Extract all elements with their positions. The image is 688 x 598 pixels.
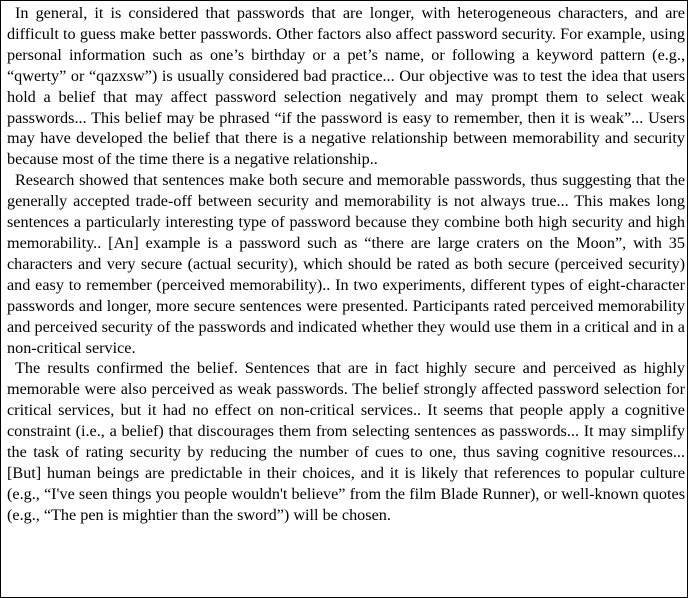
paragraph-3: The results confirmed the belief. Sentences that are in fact highly secure and perceived as highly memorable were also perceived as weak passwords. The belief strongly affected password selection for critical services, but it had no effect on non-critical services.. It seems that people apply a cognitive constraint (i.e., a belief) that discourages them from selecting sentences as passwords... It may simplify the task of rating security by reducing the number of cues to one, thus saving cognitive resources... [But] human beings are predictable in their choices, and it is likely that references to popular culture (e.g., “I've seen things you people wouldn't believe” from the film Blade Runner), or well-known quotes (e.g., “The pen is mightier than the sword”) will be chosen. — [7, 359, 685, 524]
paragraph-2: Research showed that sentences make both secure and memorable passwords, thus suggesting that the generally accepted trade-off between security and memorability is not always true... This makes long sentences a particularly interesting type of password because they combine both high security and high memorability.. [An] example is a password such as “there are large craters on the Moon”, with 35 characters and very secure (actual security), which should be rated as both secure (perceived security) and easy to remember (perceived memorability).. In two experiments, different types of eight-character passwords and longer, more secure sentences were presented. Participants rated perceived memorability and perceived security of the passwords and indicated whether they would use them in a critical and in a non-critical service. — [7, 171, 685, 357]
passage-text — [7, 3, 685, 526]
paragraph-1: In general, it is considered that passwords that are longer, with heterogeneous characters, and are difficult to guess make better passwords. Other factors also affect password security. For example, using personal information such as one’s birthday or a pet’s name, or following a keyword pattern (e.g., “qwerty” or “qazxsw”) is usually considered bad practice... Our objective was to test the idea that users hold a belief that may affect password selection negatively and may prompt them to select weak passwords... This belief may be phrased “if the password is easy to remember, then it is weak”... Users may have developed the belief that there is a negative relationship between memorability and security because most of the time there is a negative relationship.. — [7, 4, 685, 169]
